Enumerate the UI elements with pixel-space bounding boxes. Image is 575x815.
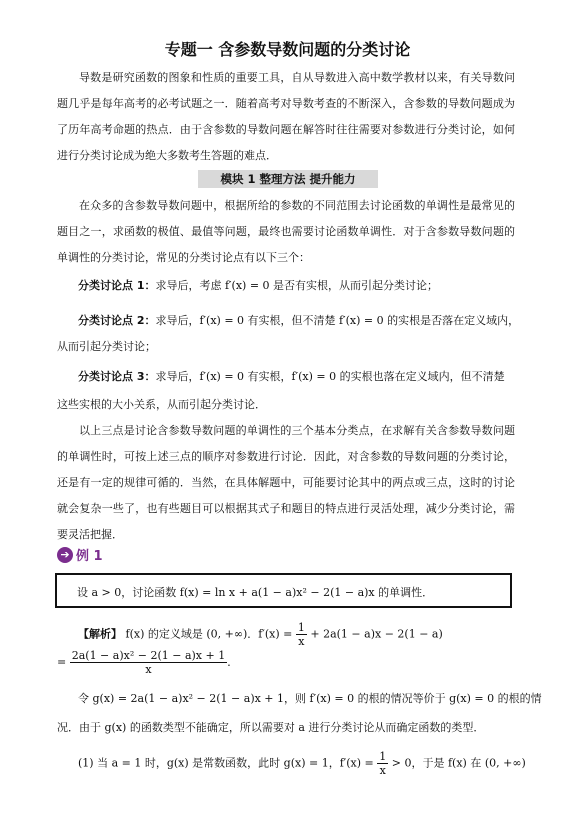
discussion-point-2-cont: 从而引起分类讨论； — [57, 340, 156, 353]
solution-text: f(x) 的定义域是 (0, +∞)．f′(x) = — [125, 627, 293, 641]
discussion-point-3 — [78, 368, 505, 384]
point-text: 求导后，考虑 f′(x) = 0 是否有实根，从而引起分类讨论； — [155, 279, 439, 292]
point-label: 分类讨论点 2： — [78, 314, 156, 327]
solution-line-1 — [78, 621, 443, 648]
paragraph-2: 以上三点是讨论含参数导数问题的单调性的三个基本分类点，在求解有关含参数导数问题的单调性时，可按上述三点的顺序对参数进行讨论．因此，对含参数的导数问题的分类讨论，还是有一定的规律可循的．当然，在具体解题中，可能要讨论其中的两点或三点，这时的讨论就会复杂一些了，也有些题目可以根据其式子和题目的特点进行灵活处理，减少分类讨论，需要灵活把握． — [57, 424, 515, 541]
solution-label: 【解析】 — [78, 627, 122, 641]
solution-text: + 2a(1 − a)x − 2(1 − a) — [310, 627, 443, 641]
solution-line-5: (1) 当 a = 1 时，g(x) 是常数函数，此时 g(x) = 1，f′(x) = $\frac{1}{x}$ > 0，于是 f(x) 在 (0, +∞) — [78, 750, 526, 777]
point-label: 分类讨论点 1： — [78, 279, 156, 292]
problem-box — [55, 573, 512, 608]
problem-text: 设 a > 0，讨论函数 f(x) = ln x + a(1 − a)x² − 2(1 − a)x 的单调性． — [77, 586, 434, 599]
arrow-circle-icon: ➔ — [57, 547, 73, 563]
discussion-point-3-cont: 这些实根的大小关系，从而引起分类讨论． — [57, 398, 266, 411]
solution-line-4: 况．由于 g(x) 的函数类型不能确定，所以需要对 a 进行分类讨论从而确定函数的类型． — [57, 721, 485, 734]
paragraph-1: 在众多的含参数导数问题中，根据所给的参数的不同范围去讨论函数的单调性是最常见的题目之一，求函数的极值、最值等问题，最终也需要讨论函数单调性．对于含参数导数问题的单调性的分类讨论，常见的分类讨论点有以下三个： — [57, 199, 515, 264]
point-label: 分类讨论点 3： — [78, 370, 156, 383]
fraction: $\frac{\text{2a(1 − a)x² − 2(1 − a)x + 1}}{x}$ — [71, 649, 226, 676]
discussion-point-2 — [78, 312, 519, 328]
fraction: $\frac{1}{x}$ — [297, 621, 305, 648]
solution-line-2: = $\frac{\text{2a(1 − a)x² − 2(1 − a)x + 1}}{x}$ ． — [57, 649, 239, 676]
intro-paragraph: 导数是研究函数的图象和性质的重要工具，自从导数进入高中数学教材以来，有关导数问题几乎是每年高考的必考试题之一．随着高考对导数考查的不断深入，含参数的导数问题成为了历年高考命题的热点．由于含参数的导数问题在解答时往往需要对参数进行分类讨论，如何进行分类讨论成为绝大多数考生答题的难点． — [57, 71, 515, 162]
module-heading: 模块 1 整理方法 提升能力 — [198, 170, 378, 188]
fraction: $\frac{1}{x}$ — [379, 750, 387, 777]
example-heading — [57, 545, 103, 564]
point-text: 求导后，f′(x) = 0 有实根，f′(x) = 0 的实根也落在定义域内，但不清楚 — [155, 370, 505, 383]
example-label: 例 1 — [76, 549, 103, 564]
discussion-point-1 — [78, 277, 438, 293]
solution-line-3: 令 g(x) = 2a(1 − a)x² − 2(1 − a)x + 1，则 f′(x) = 0 的根的情况等价于 g(x) = 0 的根的情 — [78, 692, 542, 705]
point-text: 求导后，f′(x) = 0 有实根，但不清楚 f′(x) = 0 的实根是否落在定义域内， — [155, 314, 520, 327]
page-title: 专题一 含参数导数问题的分类讨论 — [164, 40, 411, 59]
